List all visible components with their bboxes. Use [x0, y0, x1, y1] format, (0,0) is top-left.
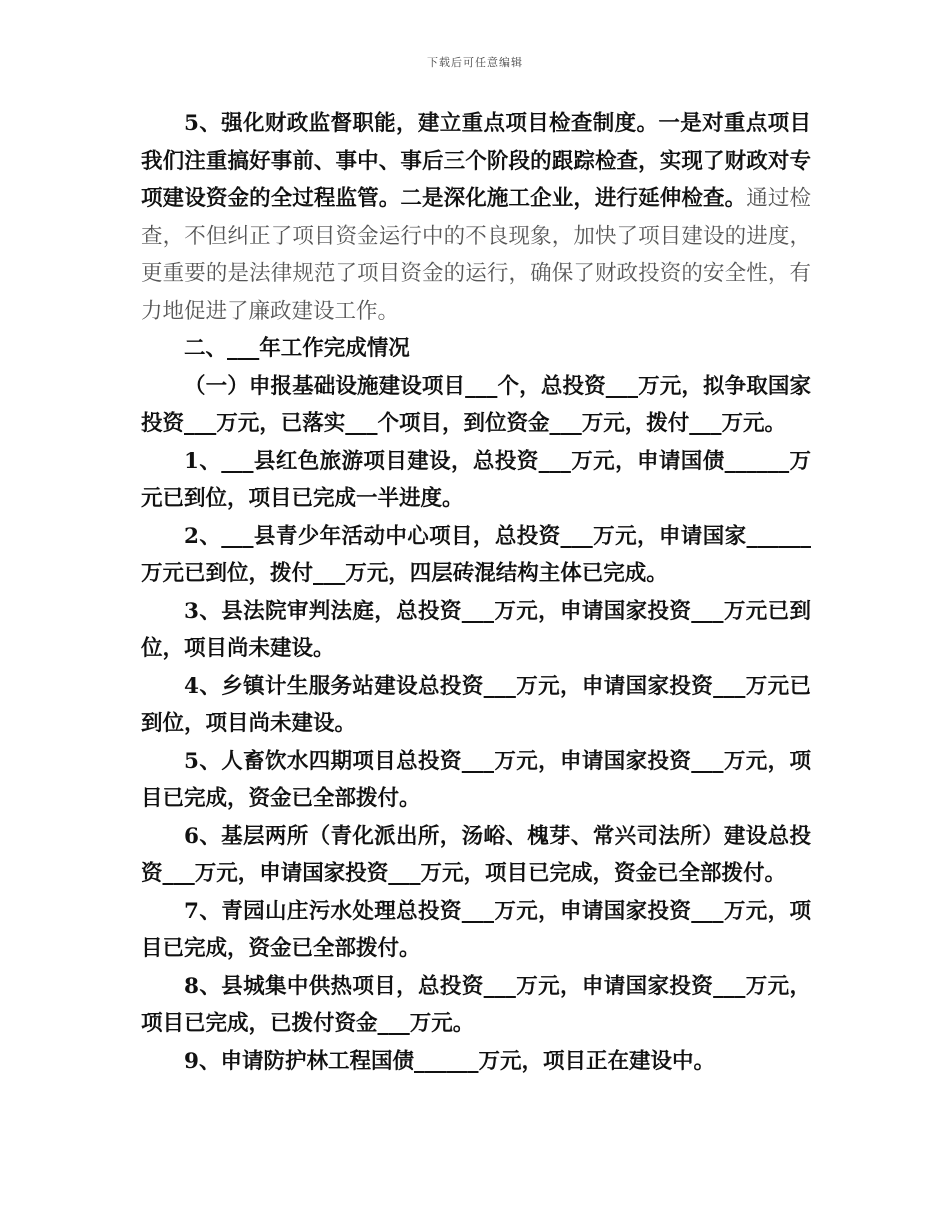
list-item: 3、县法院审判法庭，总投资___万元，申请国家投资___万元已到位，项目尚未建设。	[141, 598, 811, 661]
list-item: 1、___县红色旅游项目建设，总投资___万元，申请国债______万元已到位，项目已完成一半进度。	[141, 448, 811, 511]
list-item: 6、基层两所（青化派出所，汤峪、槐芽、常兴司法所）建设总投资___万元，申请国家投资___万元，项目已完成，资金已全部拨付。	[141, 823, 811, 886]
document-body	[141, 105, 811, 1080]
list-item: 9、申请防护林工程国债______万元，项目正在建设中。	[184, 1048, 715, 1074]
list-item: 2、___县青少年活动中心项目，总投资___万元，申请国家______万元已到位，拨付___万元，四层砖混结构主体已完成。	[141, 523, 811, 586]
paragraph-supervision	[141, 105, 811, 330]
paragraph-supervision-light: 通过检查，不但纠正了项目资金运行中的不良现象，加快了项目建设的进度，更重要的是法律规范了项目资金的运行，确保了财政投资的安全性，有力地促进了廉政建设工作。	[141, 186, 811, 324]
paragraph-supervision-bold: 5、强化财政监督职能，建立重点项目检查制度。一是对重点项目我们注重搞好事前、事中、事后三个阶段的跟踪检查，实现了财政对专项建设资金的全过程监管。二是深化施工企业，进行延伸检查。	[141, 111, 811, 211]
list-item: 5、人畜饮水四期项目总投资___万元，申请国家投资___万元，项目已完成，资金已全部拨付。	[141, 748, 811, 811]
page-header: 下载后可任意编辑	[427, 56, 523, 69]
list-item: 8、县城集中供热项目，总投资___万元，申请国家投资___万元，项目已完成，已拨付资金___万元。	[141, 973, 811, 1036]
paragraph-summary: （一）申报基础设施建设项目___个，总投资___万元，拟争取国家投资___万元，已落实___个项目，到位资金___万元，拨付___万元。	[141, 373, 811, 436]
section-heading: 二、___年工作完成情况	[184, 336, 410, 361]
list-item: 4、乡镇计生服务站建设总投资___万元，申请国家投资___万元已到位，项目尚未建设。	[141, 673, 811, 736]
list-item: 7、青园山庄污水处理总投资___万元，申请国家投资___万元，项目已完成，资金已全部拨付。	[141, 898, 811, 961]
